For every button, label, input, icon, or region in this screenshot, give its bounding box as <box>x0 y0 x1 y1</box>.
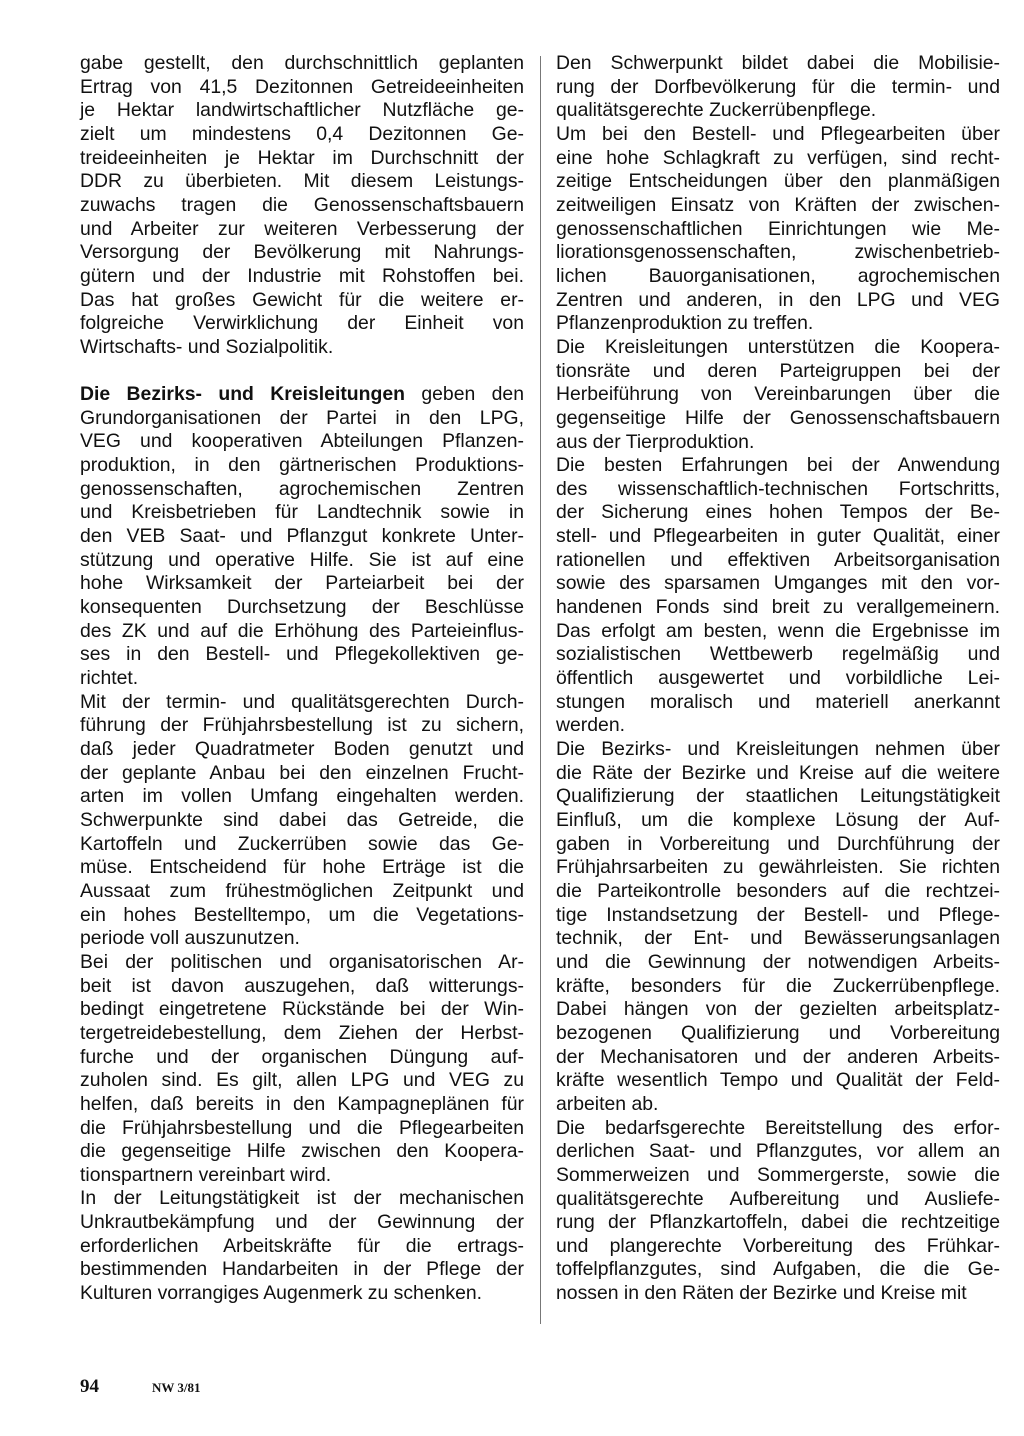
text-line: konsequenten Durchsetzung der Beschlüsse <box>80 596 524 619</box>
text-line: zeitige Entscheidungen über den planmäßigen <box>556 170 1000 193</box>
text-line: die Frühjahrsbestellung und die Pflegearbeiten <box>80 1116 524 1139</box>
text-line: Die bedarfsgerechte Bereitstellung des erfor- <box>556 1116 1000 1139</box>
text-line: aus der Tierproduktion. <box>556 430 755 453</box>
text-line: erforderlichen Arbeitskräfte für die ertrags- <box>80 1234 524 1257</box>
text-line: daß jeder Quadratmeter Boden genutzt und <box>80 738 524 761</box>
text-line: zielt um mindestens 0,4 Dezitonnen Ge- <box>80 122 524 145</box>
text-line: bestimmenden Handarbeiten in der Pflege der <box>80 1258 524 1281</box>
text-line <box>80 383 524 407</box>
text-line: Frühjahrsarbeiten zu gewährleisten. Sie richten <box>556 856 1000 879</box>
text-line: der geplante Anbau bei den einzelnen Frucht- <box>80 761 524 784</box>
text-line: helfen, daß bereits in den Kampagneplänen für <box>80 1092 524 1115</box>
text-line: Aussaat zum frühestmöglichen Zeitpunkt und <box>80 879 524 902</box>
text-line: rung der Pflanzkartoffeln, dabei die rechtzeitige <box>556 1211 1000 1234</box>
text-line: Einfluß, um die komplexe Lösung der Auf- <box>556 809 1000 831</box>
text-line: kräfte wesentlich Tempo und Qualität der Feld- <box>556 1069 1000 1092</box>
text-line: werden. <box>556 714 625 737</box>
text-line: folgreiche Verwirklichung der Einheit von <box>80 312 524 335</box>
text-line: Qualifizierung der staatlichen Leitungstätigkeit <box>556 785 1000 808</box>
text-line: tionsräte und deren Parteigruppen bei der <box>556 359 1000 382</box>
text-line: gaben in Vorbereitung und Durchführung der <box>556 832 1000 855</box>
text-line: Zentren und anderen, in den LPG und VEG <box>556 288 1000 311</box>
text-line: Unkrautbekämpfung und der Gewinnung der <box>80 1211 524 1234</box>
text-line: der Mechanisatoren und der anderen Arbeits- <box>556 1045 1000 1068</box>
text-line: Dabei hängen von der gezielten arbeitsplatz- <box>556 998 1000 1021</box>
text-line: des ZK und auf die Erhöhung des Parteieinflus- <box>80 619 524 642</box>
text-line: toffelpflanzgutes, sind Aufgaben, die die Ge- <box>556 1258 1000 1281</box>
text-line: die Räte der Bezirke und Kreise auf die weitere <box>556 761 1000 784</box>
text-line: rationellen und effektiven Arbeitsorganisation <box>556 548 1000 571</box>
text-line: nossen in den Räten der Bezirke und Kreise mit <box>556 1282 967 1305</box>
text-line: beit ist davon auszugehen, daß witterungs- <box>80 974 524 997</box>
text-line: gegenseitige Hilfe der Genossenschaftsbauern <box>556 406 1000 429</box>
text-line: kräfte, besonders für die Zuckerrübenpflege. <box>556 974 1000 997</box>
text-line: Das hat großes Gewicht für die weitere er- <box>80 288 524 311</box>
text-line: Den Schwerpunkt bildet dabei die Mobilisie- <box>556 52 1000 74</box>
text-line: qualitätsgerechte Zuckerrübenpflege. <box>556 99 877 122</box>
text-line: führung der Frühjahrsbestellung ist zu sichern, <box>80 714 524 737</box>
text-line: derlichen Saat- und Pflanzgutes, vor allem an <box>556 1140 1000 1163</box>
text-line: bedingt eingetretene Rückstände bei der Win- <box>80 998 524 1021</box>
text-line: Kartoffeln und Zuckerrüben sowie das Ge- <box>80 832 524 855</box>
text-line: Kulturen vorrangiges Augenmerk zu schenken. <box>80 1282 483 1305</box>
text-line: Versorgung der Bevölkerung mit Nahrungs- <box>80 241 524 264</box>
text-line: produktion, in den gärtnerischen Produktions- <box>80 454 524 477</box>
text-line: periode voll auszunutzen. <box>80 927 300 950</box>
text-line: Wirtschafts- und Sozialpolitik. <box>80 335 334 358</box>
text-line: arbeiten ab. <box>556 1092 659 1115</box>
text-line: Pflanzenproduktion zu treffen. <box>556 312 814 335</box>
text-line: Das erfolgt am besten, wenn die Ergebnisse im <box>556 619 1000 642</box>
text-line: zuwachs tragen die Genossenschaftsbauern <box>80 193 524 216</box>
text-line: zeitweiligen Einsatz von Kräften der zwischen- <box>556 193 1000 216</box>
page-number: 94 <box>80 1376 99 1397</box>
text-line: furche und der organischen Düngung auf- <box>80 1045 524 1068</box>
text-line: sozialistischen Wettbewerb regelmäßig und <box>556 643 1000 666</box>
text-line: Grundorganisationen der Partei in den LPG, <box>80 406 524 429</box>
text-line: Mit der termin- und qualitätsgerechten Durch- <box>80 690 524 713</box>
text-line: lichen Bauorganisationen, agrochemischen <box>556 264 1000 287</box>
text-line: sowie des sparsamen Umganges mit den vor- <box>556 572 1000 595</box>
text-line: qualitätsgerechte Aufbereitung und Ausliefe- <box>556 1187 1000 1210</box>
text-line: ses in den Bestell- und Pflegekollektiven ge- <box>80 643 524 666</box>
text-line: technik, der Ent- und Bewässerungsanlagen <box>556 927 1000 950</box>
text-line: je Hektar landwirtschaftlicher Nutzfläche ge- <box>80 99 524 122</box>
journal-issue: NW 3/81 <box>152 1380 201 1395</box>
text-line: müse. Entscheidend für hohe Erträge ist die <box>80 856 524 879</box>
text-line: zuholen sind. Es gilt, allen LPG und VEG zu <box>80 1069 524 1092</box>
text-line: und Kreisbetrieben für Landtechnik sowie in <box>80 501 524 524</box>
left-text-column <box>80 52 524 1306</box>
text-line: des wissenschaftlich-technischen Fortschritts, <box>556 477 1000 500</box>
text-line: der Sicherung eines hohen Tempos der Be- <box>556 501 1000 524</box>
text-line: Bei der politischen und organisatorischen Ar- <box>80 950 524 973</box>
text-line: hohe Wirksamkeit der Parteiarbeit bei der <box>80 572 524 595</box>
text-line: und die Gewinnung der notwendigen Arbeits- <box>556 950 1000 973</box>
text-line: ein hohes Bestelltempo, um die Vegetations- <box>80 903 524 926</box>
text-line: Ertrag von 41,5 Dezitonnen Getreideeinheiten <box>80 75 524 98</box>
text-line: arten im vollen Umfang eingehalten werden. <box>80 785 524 808</box>
text-fragment: geben den <box>421 383 524 406</box>
text-line: richtet. <box>80 667 139 690</box>
text-line: handenen Fonds sind breit zu verallgemeinern. <box>556 596 1000 619</box>
text-line: genossenschaften, agrochemischen Zentren <box>80 477 524 500</box>
text-line: die gegenseitige Hilfe zwischen den Kooperа- <box>80 1140 524 1163</box>
text-line: tionspartnern vereinbart wird. <box>80 1163 332 1186</box>
text-line: Schwerpunkte sind dabei das Getreide, die <box>80 808 524 831</box>
text-line: liorationsgenossenschaften, zwischenbetrieb- <box>556 241 1000 264</box>
text-line: gütern und der Industrie mit Rohstoffen bei. <box>80 264 524 287</box>
text-line: genossenschaftlichen Einrichtungen wie Me- <box>556 217 1000 240</box>
text-line: VEG und kooperativen Abteilungen Pflanzen- <box>80 430 524 453</box>
column-divider <box>540 56 541 1324</box>
text-line: DDR zu überbieten. Mit diesem Leistungs- <box>80 170 524 193</box>
text-line: Die Kreisleitungen unterstützen die Kooperа- <box>556 335 1000 358</box>
text-line: Die besten Erfahrungen bei der Anwendung <box>556 454 1000 477</box>
text-line: gabe gestellt, den durchschnittlich geplanten <box>80 52 524 74</box>
text-line: tergetreidebestellung, dem Ziehen der Herbst- <box>80 1021 524 1044</box>
text-line: treideeinheiten je Hektar im Durchschnitt der <box>80 146 524 169</box>
text-line: Um bei den Bestell- und Pflegearbeiten über <box>556 122 1000 145</box>
text-line: und plangerechte Vorbereitung des Frühkar- <box>556 1234 1000 1257</box>
text-line: stützung und operative Hilfe. Sie ist auf eine <box>80 548 524 571</box>
text-line: eine hohe Schlagkraft zu verfügen, sind recht- <box>556 146 1000 169</box>
text-line: bezogenen Qualifizierung und Vorbereitung <box>556 1021 1000 1044</box>
text-line: Sommerweizen und Sommergerste, sowie die <box>556 1163 1000 1186</box>
right-text-column <box>556 52 1000 1306</box>
text-line: In der Leitungstätigkeit ist der mechanischen <box>80 1187 524 1210</box>
text-line: den VEB Saat- und Pflanzgut konkrete Unter- <box>80 525 524 548</box>
text-line: die Parteikontrolle besonders auf die rechtzei- <box>556 879 1000 902</box>
text-line: Herbeiführung von Vereinbarungen über die <box>556 383 1000 406</box>
text-line: tige Instandsetzung der Bestell- und Pflege- <box>556 903 1000 926</box>
text-line: rung der Dorfbevölkerung für die termin- und <box>556 75 1000 98</box>
text-line: und Arbeiter zur weiteren Verbesserung der <box>80 217 524 240</box>
text-line: stungen moralisch und materiell anerkannt <box>556 690 1000 713</box>
text-line: öffentlich ausgewertet und vorbildliche Lei- <box>556 667 1000 690</box>
text-line: Die Bezirks- und Kreisleitungen nehmen über <box>556 738 1000 761</box>
section-lead-heading: Die Bezirks- und Kreisleitungen <box>80 383 405 406</box>
text-line: stell- und Pflegearbeiten in guter Qualität, einer <box>556 525 1000 548</box>
